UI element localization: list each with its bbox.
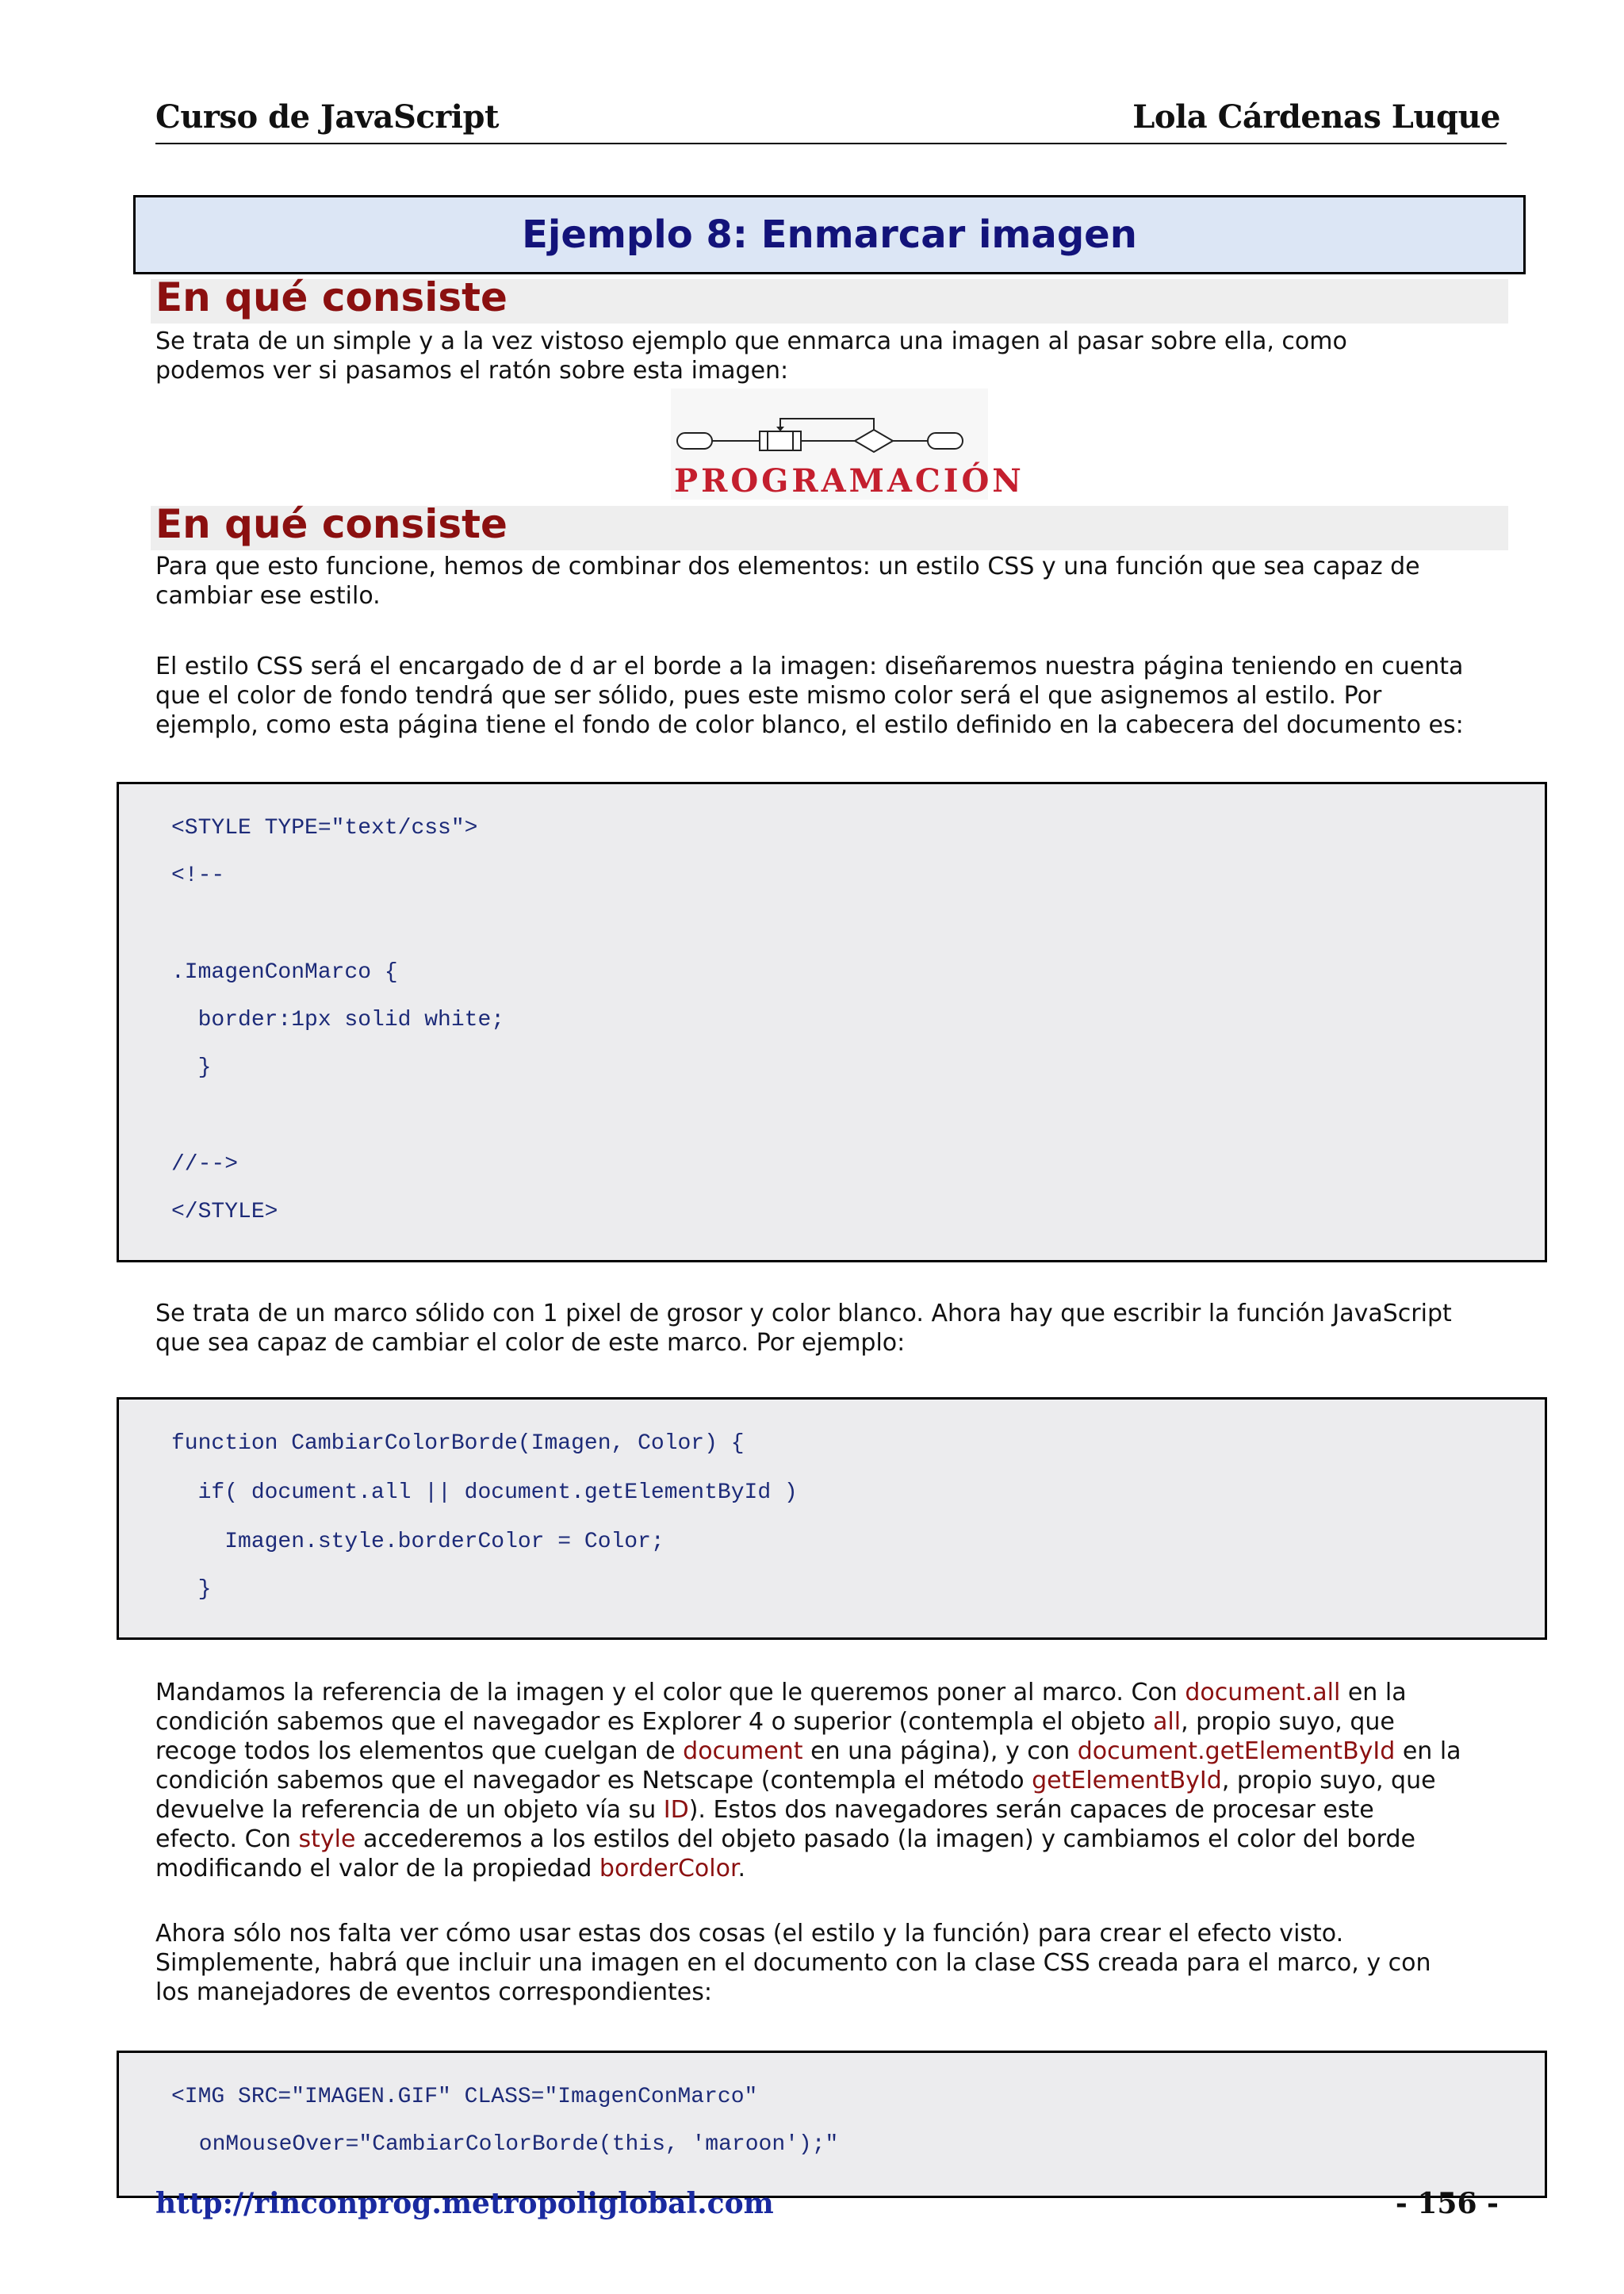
text-line: Mandamos la referencia de la imagen y el color que le queremos poner al marco. Con document.all en la (155, 1679, 1407, 1706)
text-line: El estilo CSS será el encargado de d ar el borde a la imagen: diseñaremos nuestra página teniendo en cuenta (155, 653, 1464, 680)
code-line: <!-- (171, 864, 225, 888)
text-line: Simplemente, habrá que incluir una imagen en el documento con la clase CSS creada para el marco, y con (155, 1949, 1431, 1977)
text-line: que el color de fondo tendrá que ser sólido, pues este mismo color será el que asignemos al estilo. Por (155, 682, 1382, 710)
text-line: condición sabemos que el navegador es Netscape (contempla el método getElementById, propio suyo, que (155, 1767, 1436, 1794)
code-term: document (683, 1737, 803, 1765)
flowchart-icon (671, 389, 1025, 500)
reference-paragraph (155, 1678, 1519, 1883)
border-explanation-paragraph (155, 1299, 1519, 1358)
page-header (155, 94, 1507, 144)
code-line: } (171, 1577, 212, 1602)
code-line: <STYLE TYPE="text/css"> (171, 816, 478, 841)
code-line: .ImagenConMarco { (171, 960, 398, 985)
code-line: <IMG SRC="IMAGEN.GIF" CLASS="ImagenConMarco" (171, 2085, 758, 2109)
code-line: //--> (171, 1152, 239, 1177)
section-heading-1 (151, 274, 1508, 324)
text-line: ejemplo, como esta página tiene el fondo de color blanco, el estilo definido en la cabecera del documento es: (155, 711, 1464, 739)
code-block-img (117, 2051, 1547, 2198)
code-block-css (117, 782, 1547, 1262)
example-title-box (133, 195, 1526, 274)
section-heading-2-text: En qué consiste (155, 501, 508, 547)
code-term: ID (663, 1796, 689, 1824)
programacion-image[interactable] (671, 389, 1025, 500)
code-line: </STYLE> (171, 1200, 278, 1224)
usage-paragraph (155, 1919, 1519, 2007)
code-block-function (117, 1397, 1547, 1640)
code-term: getElementById (1032, 1767, 1222, 1794)
text-line: devuelve la referencia de un objeto vía su ID). Estos dos navegadores serán capaces de procesar este (155, 1796, 1374, 1824)
code-line: function CambiarColorBorde(Imagen, Color) { (171, 1431, 745, 1456)
course-title: Curso de JavaScript (155, 98, 499, 136)
text-line: los manejadores de eventos correspondientes: (155, 1978, 712, 2006)
text-line: recoge todos los elementos que cuelgan de document en una página), y con document.getElementById en la (155, 1737, 1461, 1765)
text-line: efecto. Con style accederemos a los estilos del objeto pasado (la imagen) y cambiamos el color del borde (155, 1825, 1415, 1853)
combine-paragraph (155, 552, 1519, 611)
text-line: Se trata de un marco sólido con 1 pixel de grosor y color blanco. Ahora hay que escribir la función JavaScript (155, 1300, 1452, 1327)
text-line: Se trata de un simple y a la vez vistoso ejemplo que enmarca una imagen al pasar sobre ella, como (155, 327, 1347, 355)
code-line: if( document.all || document.getElementById ) (171, 1480, 798, 1505)
code-line: border:1px solid white; (171, 1008, 505, 1032)
code-term: borderColor (599, 1855, 738, 1882)
code-line: } (171, 1055, 212, 1080)
text-line: modificando el valor de la propiedad borderColor. (155, 1855, 746, 1882)
text-line: podemos ver si pasamos el ratón sobre esta imagen: (155, 357, 789, 385)
css-style-paragraph (155, 652, 1519, 740)
footer-url-link[interactable]: http://rinconprog.metropoliglobal.com (155, 2187, 774, 2220)
code-term: document.all (1185, 1679, 1341, 1706)
section-heading-1-text: En qué consiste (155, 274, 508, 320)
page-title: Ejemplo 8: Enmarcar imagen (522, 213, 1137, 257)
text-line: que sea capaz de cambiar el color de este marco. Por ejemplo: (155, 1329, 906, 1357)
code-term: document.getElementById (1077, 1737, 1396, 1765)
author-name: Lola Cárdenas Luque (1132, 98, 1500, 136)
section-heading-2 (151, 501, 1508, 550)
code-line: onMouseOver="CambiarColorBorde(this, 'maroon');" (186, 2132, 839, 2157)
text-line: cambiar ese estilo. (155, 582, 381, 610)
code-term: all (1153, 1708, 1182, 1736)
intro-paragraph (155, 327, 1519, 385)
code-line: Imagen.style.borderColor = Color; (171, 1530, 665, 1554)
text-line: Para que esto funcione, hemos de combinar dos elementos: un estilo CSS y una función que sea capaz de (155, 553, 1420, 580)
code-term: style (298, 1825, 356, 1853)
page-number: - 156 - (1395, 2187, 1499, 2220)
image-caption: PROGRAMACIÓN (674, 462, 1025, 500)
text-line: Ahora sólo nos falta ver cómo usar estas dos cosas (el estilo y la función) para crear el efecto visto. (155, 1920, 1344, 1947)
text-line: condición sabemos que el navegador es Explorer 4 o superior (contempla el objeto all, propio suyo, que (155, 1708, 1395, 1736)
